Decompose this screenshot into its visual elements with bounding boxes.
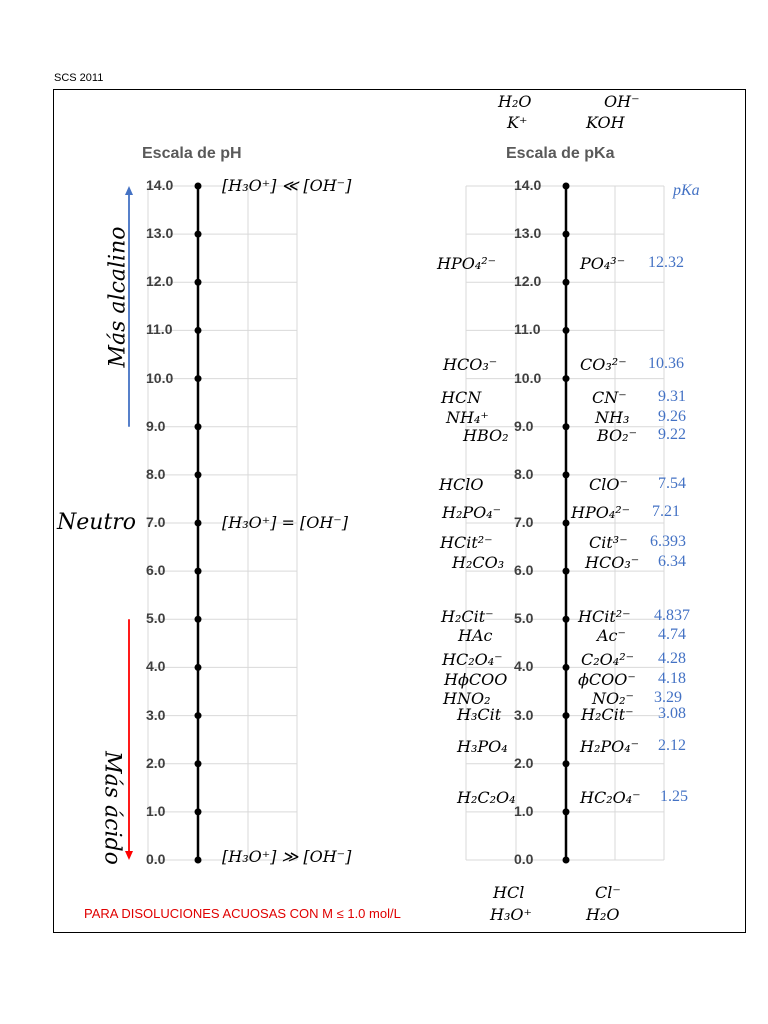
pair-base: HCO₃⁻ bbox=[585, 553, 640, 572]
pair-pka-value: 9.31 bbox=[658, 388, 686, 405]
pair-acid: HCN bbox=[441, 388, 482, 407]
pair-pka-value: 4.74 bbox=[658, 626, 686, 643]
ph-tick-label: 1.0 bbox=[146, 802, 166, 819]
pair-base: H₂PO₄⁻ bbox=[580, 737, 640, 756]
ph-tick-label: 4.0 bbox=[146, 658, 166, 675]
ph-tick-label: 6.0 bbox=[146, 562, 166, 579]
pair-base: NH₃ bbox=[595, 408, 630, 427]
pka-tick-label: 6.0 bbox=[514, 562, 534, 579]
pka-tick-label: 4.0 bbox=[514, 658, 534, 675]
ph-axis-point bbox=[195, 279, 202, 286]
pair-acid: HCit²⁻ bbox=[440, 533, 493, 552]
pair-acid: HBO₂ bbox=[463, 426, 509, 445]
pair-acid: HNO₂ bbox=[443, 689, 491, 708]
ph-axis-point bbox=[195, 327, 202, 334]
pka-axis-point bbox=[563, 616, 570, 623]
pair-pka-value: 10.36 bbox=[648, 355, 684, 372]
pka-tick-label: 13.0 bbox=[514, 225, 542, 242]
bottom-right-species-2: H₂O bbox=[586, 905, 620, 924]
pair-base: BO₂⁻ bbox=[597, 426, 638, 445]
pka-axis-point bbox=[563, 712, 570, 719]
pka-axis-point bbox=[563, 664, 570, 671]
pair-base: PO₄³⁻ bbox=[580, 254, 626, 273]
ph-axis-point bbox=[195, 712, 202, 719]
ph-tick-label: 11.0 bbox=[146, 321, 173, 338]
ph-axis-point bbox=[195, 857, 202, 864]
pair-acid: H₂CO₃ bbox=[452, 553, 505, 572]
pair-base: CO₃²⁻ bbox=[580, 355, 627, 374]
bottom-left-species-2: H₃O⁺ bbox=[490, 905, 532, 924]
top-right-species-2: KOH bbox=[586, 113, 625, 132]
pka-axis-point bbox=[563, 808, 570, 815]
ph-tick-label: 5.0 bbox=[146, 610, 166, 627]
bottom-left-species-1: HCl bbox=[493, 883, 525, 902]
ph-tick-label: 13.0 bbox=[146, 225, 174, 242]
pka-tick-label: 8.0 bbox=[514, 465, 534, 482]
pair-acid: H₃Cit bbox=[457, 705, 502, 724]
pair-base: NO₂⁻ bbox=[592, 689, 634, 708]
pka-axis-point bbox=[563, 375, 570, 382]
alkaline-label: Más alcalino bbox=[105, 226, 131, 368]
pair-pka-value: 4.837 bbox=[654, 607, 690, 624]
eq-bottom: [H₃O⁺] ≫ [OH⁻] bbox=[222, 847, 352, 866]
ph-axis-point bbox=[195, 231, 202, 238]
ph-tick-label: 8.0 bbox=[146, 465, 166, 482]
pka-tick-label: 9.0 bbox=[514, 417, 534, 434]
pka-axis-point bbox=[563, 471, 570, 478]
ph-axis-point bbox=[195, 520, 202, 527]
eq-top: [H₃O⁺] ≪ [OH⁻] bbox=[222, 176, 352, 195]
ph-axis-point bbox=[195, 808, 202, 815]
ph-axis-point bbox=[195, 664, 202, 671]
pair-pka-value: 6.34 bbox=[658, 553, 686, 570]
acid-label: Más ácido bbox=[99, 751, 125, 865]
pair-acid: H₃PO₄ bbox=[457, 737, 508, 756]
neutral-label: Neutro bbox=[57, 510, 137, 535]
acid-arrow-head bbox=[125, 851, 133, 860]
pka-axis-point bbox=[563, 279, 570, 286]
bottom-right-species-1: Cl⁻ bbox=[595, 883, 621, 902]
pair-base: HC₂O₄⁻ bbox=[580, 788, 641, 807]
pair-acid: H₂PO₄⁻ bbox=[442, 503, 502, 522]
pair-acid: H₂C₂O₄ bbox=[457, 788, 516, 807]
pka-tick-label: 7.0 bbox=[514, 514, 534, 530]
pka-tick-label: 10.0 bbox=[514, 369, 542, 386]
ph-axis-point bbox=[195, 183, 202, 190]
pka-unit-label: pKa bbox=[673, 182, 700, 199]
pka-tick-label: 2.0 bbox=[514, 754, 534, 771]
pair-acid: HClO bbox=[439, 475, 484, 494]
ph-tick-label: 14.0 bbox=[146, 177, 174, 193]
top-right-species-1: OH⁻ bbox=[604, 92, 640, 111]
pair-pka-value: 3.29 bbox=[654, 689, 682, 706]
pair-pka-value: 7.21 bbox=[652, 503, 680, 520]
pka-tick-label: 14.0 bbox=[514, 177, 542, 193]
pair-pka-value: 1.25 bbox=[660, 788, 688, 805]
ph-axis-point bbox=[195, 375, 202, 382]
pair-acid: H₂Cit⁻ bbox=[441, 607, 494, 626]
ph-axis-point bbox=[195, 423, 202, 430]
pair-pka-value: 4.18 bbox=[658, 670, 686, 687]
ph-axis-point bbox=[195, 568, 202, 575]
pair-pka-value: 7.54 bbox=[658, 475, 686, 492]
pair-base: ϕCOO⁻ bbox=[578, 670, 636, 689]
ph-tick-label: 2.0 bbox=[146, 754, 166, 771]
pka-axis-point bbox=[563, 183, 570, 190]
pka-axis-point bbox=[563, 857, 570, 864]
pair-acid: HC₂O₄⁻ bbox=[442, 650, 503, 669]
pair-base: HCit²⁻ bbox=[578, 607, 631, 626]
pair-pka-value: 9.26 bbox=[658, 408, 686, 425]
ph-tick-label: 10.0 bbox=[146, 369, 174, 386]
ph-tick-label: 0.0 bbox=[146, 851, 166, 867]
pka-tick-label: 11.0 bbox=[514, 321, 541, 338]
pair-base: Cit³⁻ bbox=[589, 533, 628, 552]
pka-tick-label: 12.0 bbox=[514, 273, 542, 290]
pair-acid: HCO₃⁻ bbox=[443, 355, 498, 374]
top-left-species-2: K⁺ bbox=[507, 113, 528, 132]
pair-acid: HAc bbox=[458, 626, 493, 645]
alkaline-arrow-head bbox=[125, 186, 133, 195]
pair-pka-value: 2.12 bbox=[658, 737, 686, 754]
pair-base: H₂Cit⁻ bbox=[581, 705, 634, 724]
pka-tick-label: 0.0 bbox=[514, 851, 534, 867]
pair-base: Ac⁻ bbox=[597, 626, 626, 645]
top-left-species-1: H₂O bbox=[498, 92, 532, 111]
ph-tick-label: 3.0 bbox=[146, 706, 166, 723]
pka-axis-point bbox=[563, 231, 570, 238]
pka-axis-point bbox=[563, 568, 570, 575]
pka-tick-label: 1.0 bbox=[514, 802, 534, 819]
eq-mid: [H₃O⁺] = [OH⁻] bbox=[222, 513, 348, 532]
ph-scale-title: Escala de pH bbox=[142, 145, 242, 162]
pair-pka-value: 3.08 bbox=[658, 705, 686, 722]
pair-acid: HϕCOO bbox=[444, 670, 508, 689]
pair-pka-value: 9.22 bbox=[658, 426, 686, 443]
pka-axis-point bbox=[563, 423, 570, 430]
pair-base: C₂O₄²⁻ bbox=[581, 650, 635, 669]
pka-tick-label: 5.0 bbox=[514, 610, 534, 627]
pair-pka-value: 12.32 bbox=[648, 254, 684, 271]
pair-acid: HPO₄²⁻ bbox=[437, 254, 497, 273]
pair-pka-value: 6.393 bbox=[650, 533, 686, 550]
pka-axis-point bbox=[563, 520, 570, 527]
pka-scale-title: Escala de pKa bbox=[506, 145, 615, 162]
ph-axis-point bbox=[195, 471, 202, 478]
pair-base: ClO⁻ bbox=[589, 475, 628, 494]
corner-label: SCS 2011 bbox=[54, 72, 104, 84]
pair-pka-value: 4.28 bbox=[658, 650, 686, 667]
pair-acid: NH₄⁺ bbox=[446, 408, 489, 427]
pka-tick-label: 3.0 bbox=[514, 706, 534, 723]
ph-axis-point bbox=[195, 760, 202, 767]
ph-tick-label: 7.0 bbox=[146, 514, 166, 530]
pair-base: CN⁻ bbox=[592, 388, 627, 407]
pka-axis-point bbox=[563, 327, 570, 334]
ph-axis-point bbox=[195, 616, 202, 623]
pka-axis-point bbox=[563, 760, 570, 767]
pair-base: HPO₄²⁻ bbox=[571, 503, 631, 522]
ph-tick-label: 9.0 bbox=[146, 417, 166, 434]
aqueous-note: PARA DISOLUCIONES ACUOSAS CON M ≤ 1.0 mol/L bbox=[84, 906, 401, 921]
ph-tick-label: 12.0 bbox=[146, 273, 174, 290]
